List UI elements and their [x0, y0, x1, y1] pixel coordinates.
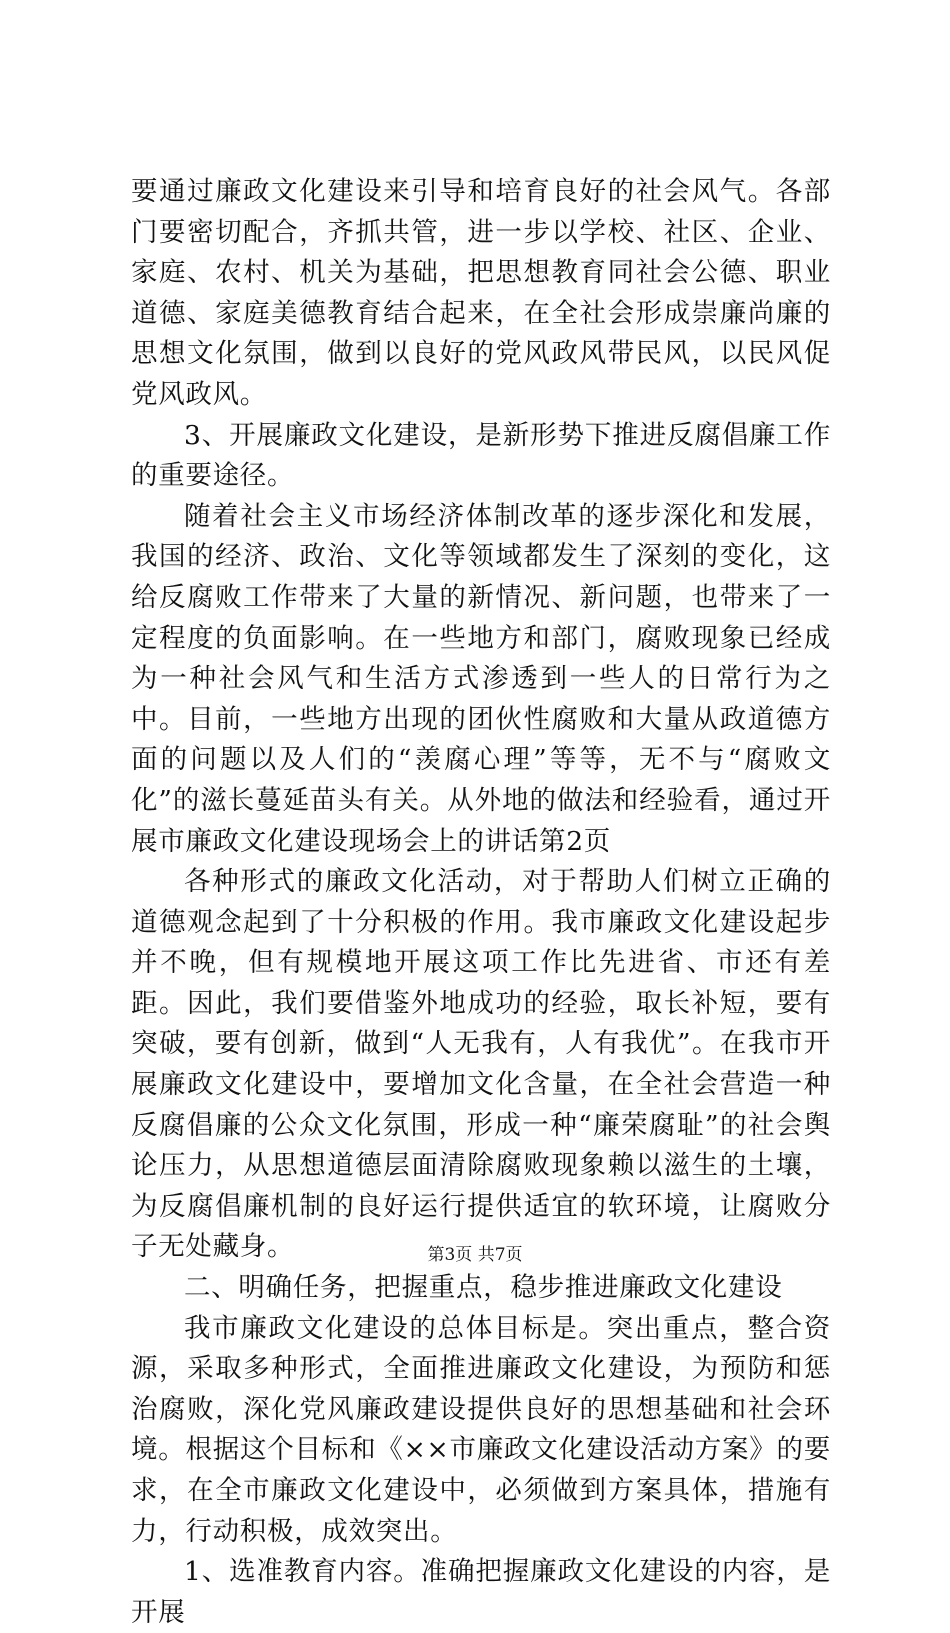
paragraph-overall-goal: 我市廉政文化建设的总体目标是。突出重点，整合资源，采取多种形式，全面推进廉政文化建设，为预防和惩治腐败，深化党风廉政建设提供良好的思想基础和社会环境。根据这个目标和《××市廉政文化建设活动方案》的要求，在全市廉政文化建设中，必须做到方案具体，措施有力，行动积极，成效突出。: [131, 1312, 831, 1547]
paragraph-culture-activities: 各种形式的廉政文化活动，对于帮助人们树立正确的道德观念起到了十分积极的作用。我市廉政文化建设起步并不晚，但有规模地开展这项工作比先进省、市还有差距。因此，我们要借鉴外地成功的经验，取长补短，要有突破，要有创新，做到“人无我有，人有我优”。在我市开展廉政文化建设中，要增加文化含量，在全社会营造一种反腐倡廉的公众文化氛围，形成一种“廉荣腐耻”的社会舆论压力，从思想道德层面清除腐败现象赖以滋生的土壤，为反腐倡廉机制的良好运行提供适宜的软环境，让腐败分子无处藏身。: [131, 866, 831, 1263]
document-body: [131, 172, 831, 1633]
paragraph-point-1-heading: 1、选准教育内容。准确把握廉政文化建设的内容，是开展: [131, 1556, 831, 1628]
page-number-footer: 第3页 共7页: [427, 1245, 523, 1265]
paragraph-social-atmosphere: 要通过廉政文化建设来引导和培育良好的社会风气。各部门要密切配合，齐抓共管，进一步以学校、社区、企业、家庭、农村、机关为基础，把思想教育同社会公德、职业道德、家庭美德教育结合起来，在全社会形成崇廉尚廉的思想文化氛围，做到以良好的党风政风带民风，以民风促党风政风。: [131, 176, 831, 410]
section-heading-2: 二、明确任务，把握重点，稳步推进廉政文化建设: [184, 1272, 783, 1304]
paragraph-market-economy: 随着社会主义市场经济体制改革的逐步深化和发展，我国的经济、政治、文化等领域都发生了深刻的变化，这给反腐败工作带来了大量的新情况、新问题，也带来了一定程度的负面影响。在一些地方和部门，腐败现象已经成为一种社会风气和生活方式渗透到一些人的日常行为之中。目前，一些地方出现的团伙性腐败和大量从政道德方面的问题以及人们的“羡腐心理”等等，无不与“腐败文化”的滋长蔓延苗头有关。从外地的做法和经验看，通过开展市廉政文化建设现场会上的讲话第2页: [131, 500, 831, 857]
paragraph-point-3-heading: 3、开展廉政文化建设，是新形势下推进反腐倡廉工作的重要途径。: [131, 419, 831, 492]
